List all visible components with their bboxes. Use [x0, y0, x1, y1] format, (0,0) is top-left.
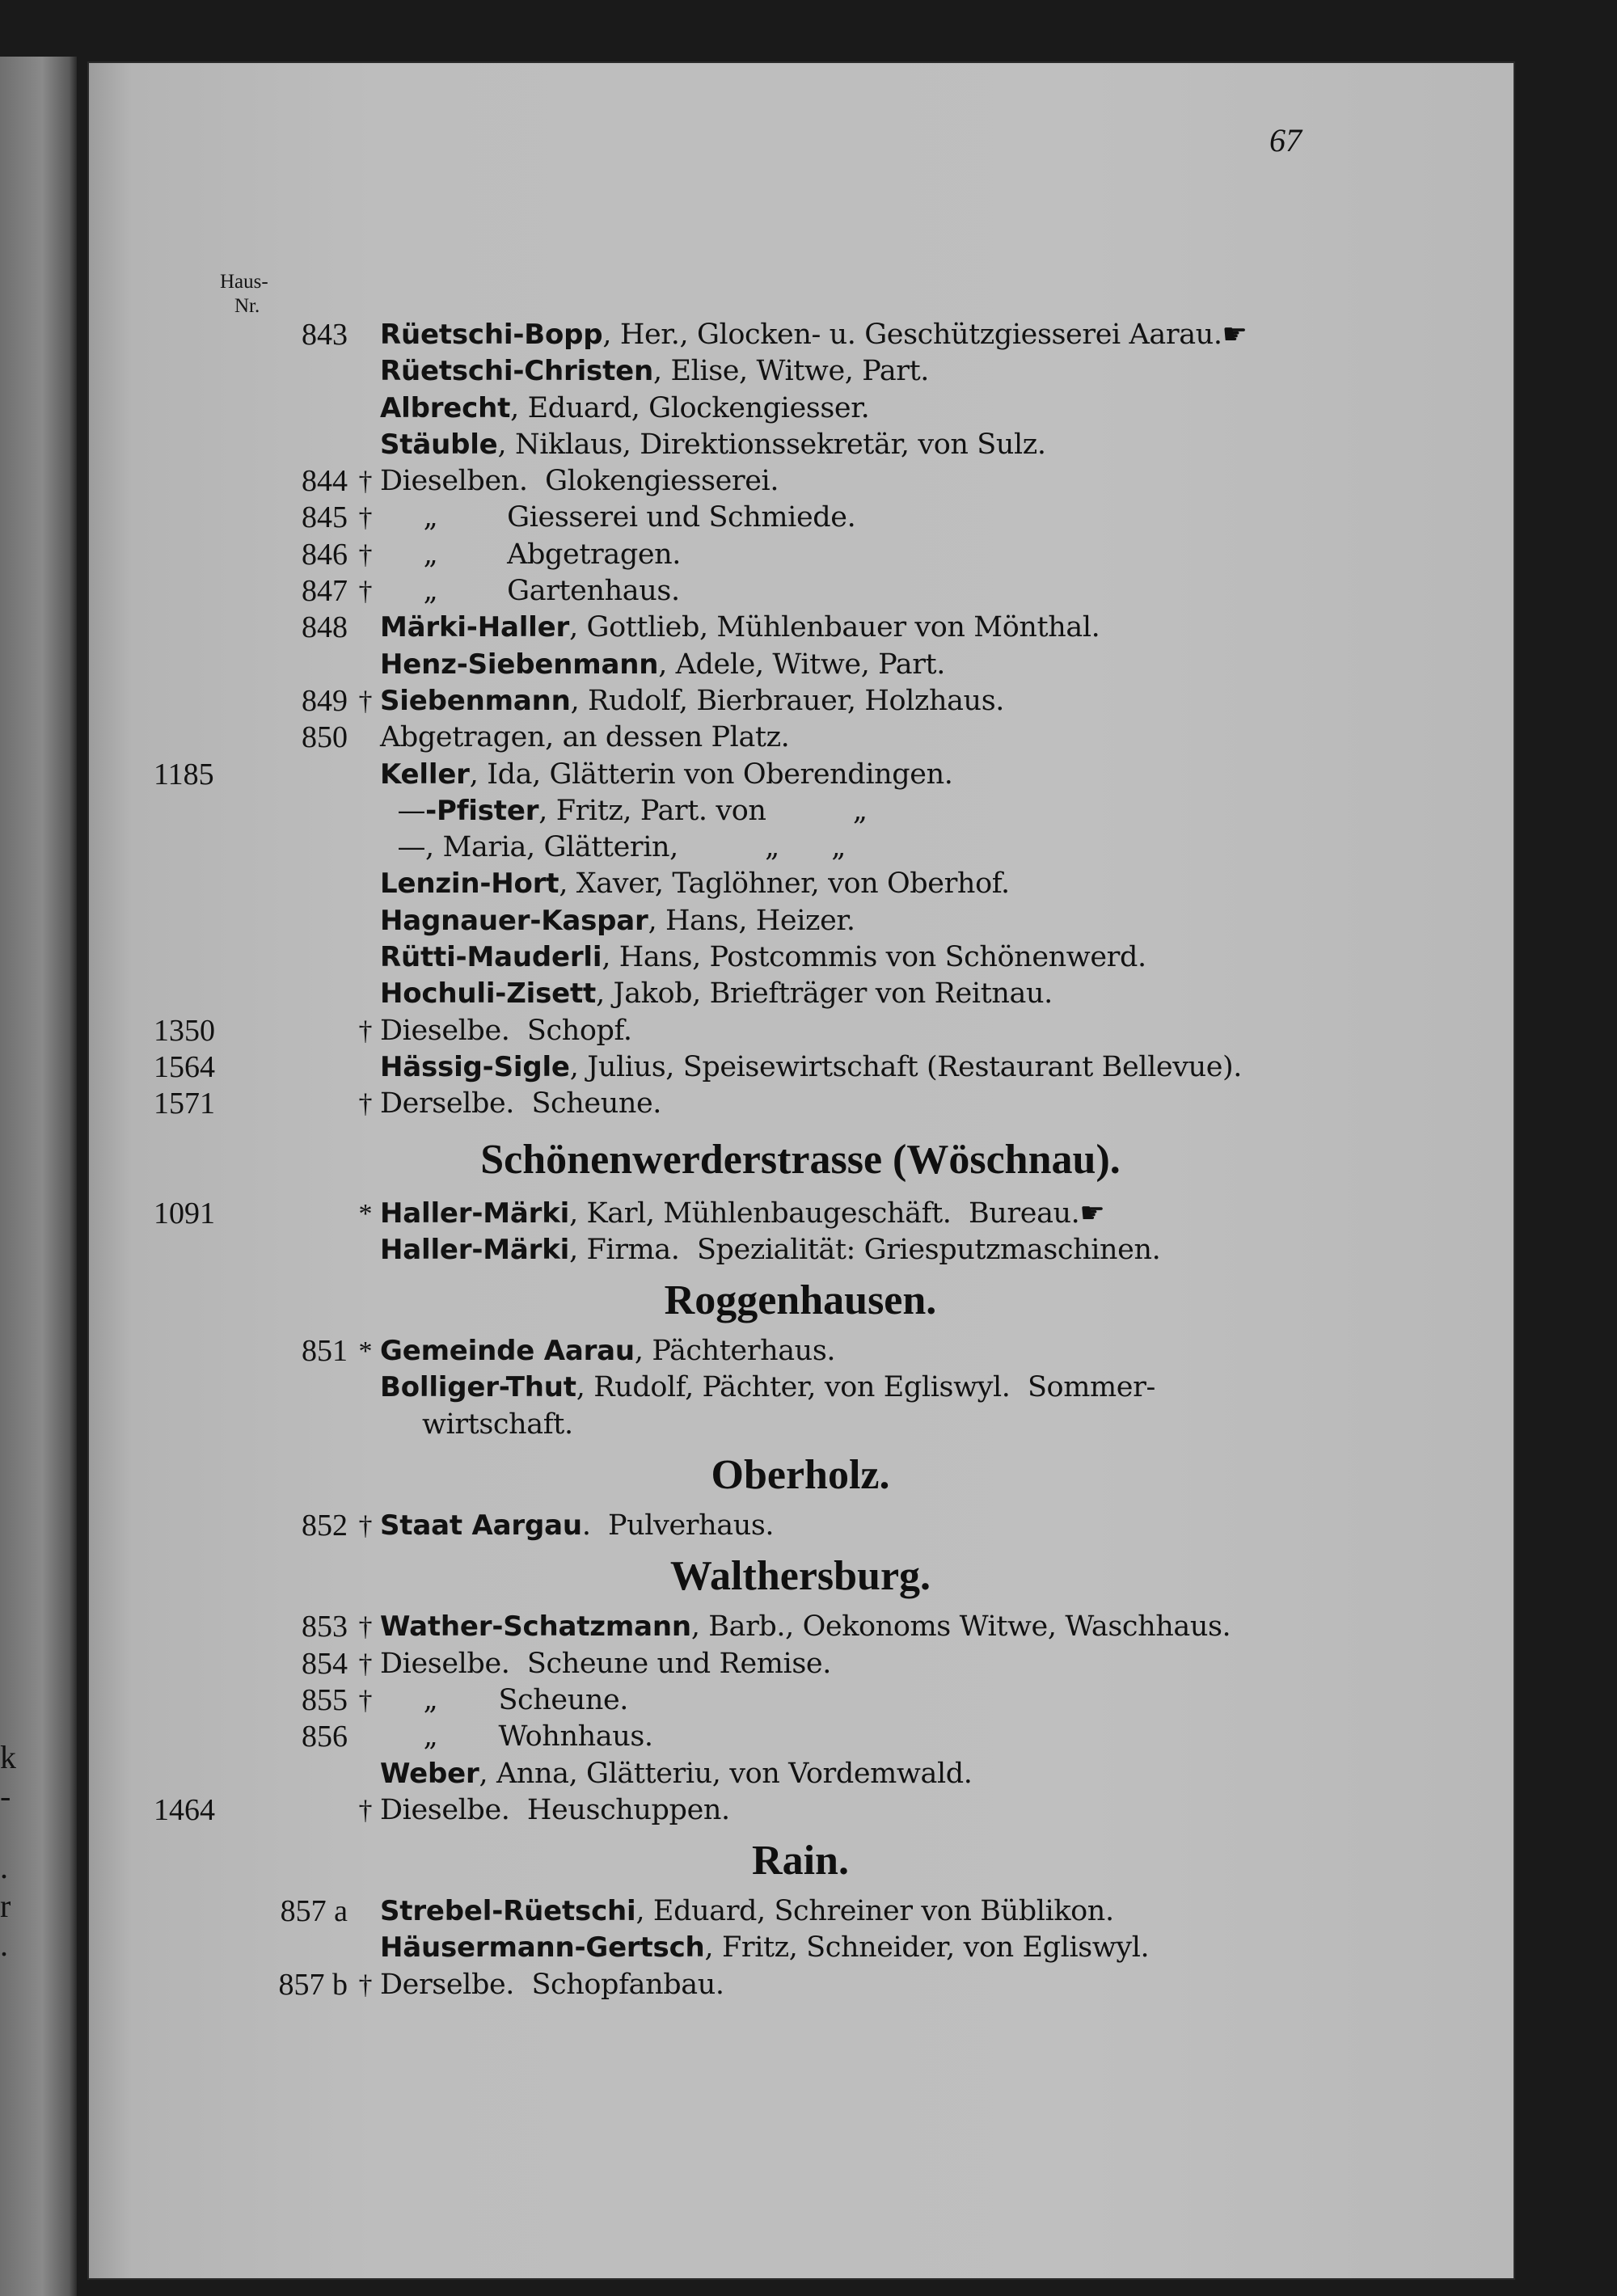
entry-marker: * — [358, 1336, 373, 1367]
house-number: 855 — [302, 1682, 348, 1717]
entry-name: Haller-Märki — [380, 1197, 570, 1230]
entry-text — [380, 829, 846, 866]
entry-details: Dieselbe. Schopf. — [380, 1014, 632, 1047]
house-number: 1350 — [154, 1013, 215, 1048]
entry-text — [380, 1609, 1231, 1645]
directory-entry — [0, 537, 1617, 573]
entry-name: Rüetschi-Bopp — [380, 319, 603, 351]
entry-details: , Pächterhaus. — [634, 1335, 836, 1368]
entry-text — [380, 1792, 730, 1829]
entry-details: wirtschaft. — [422, 1408, 573, 1441]
entry-name: Rüetschi-Christen — [380, 355, 653, 388]
entry-details: , Fritz, Part. von „ — [538, 794, 868, 827]
entry-marker: † — [358, 466, 373, 497]
entry-name: Haller-Märki — [380, 1233, 570, 1266]
section-heading: Oberholz. — [711, 1452, 890, 1499]
entry-text — [380, 647, 945, 683]
directory-entry — [0, 1196, 1617, 1232]
entry-text — [380, 317, 1248, 353]
entry-marker: † — [358, 1969, 373, 2000]
directory-entry — [0, 720, 1617, 756]
entry-name: Märki-Haller — [380, 611, 570, 644]
entry-marker: * — [358, 1198, 373, 1229]
entry-text — [380, 610, 1100, 646]
entry-marker: † — [358, 1685, 373, 1716]
section-heading: Rain. — [752, 1838, 849, 1884]
house-number: 1464 — [154, 1792, 215, 1827]
entry-marker: † — [358, 1089, 373, 1120]
entry-details: „ Wohnhaus. — [380, 1720, 653, 1754]
house-number: 844 — [302, 464, 348, 499]
entry-name: Weber — [380, 1757, 479, 1790]
entry-details: , Jakob, Briefträger von Reitnau. — [596, 977, 1053, 1011]
entry-name: Siebenmann — [380, 684, 571, 717]
entry-details: Dieselbe. Scheune und Remise. — [380, 1647, 831, 1680]
directory-entry — [0, 353, 1617, 390]
entry-marker: † — [358, 1511, 373, 1542]
house-number: 845 — [302, 500, 348, 535]
house-number: 848 — [302, 610, 348, 645]
column-header-line2: Nr. — [234, 295, 260, 317]
house-number: 850 — [302, 720, 348, 755]
house-number: 857 a — [280, 1894, 348, 1929]
entry-text — [380, 1232, 1160, 1268]
directory-entry — [0, 427, 1617, 463]
entry-text — [380, 1967, 724, 2003]
entry-text — [380, 390, 869, 427]
directory-entry — [0, 1407, 1617, 1443]
fragment: . — [0, 1927, 8, 1963]
entry-details: , Eduard, Schreiner von Büblikon. — [635, 1895, 1114, 1928]
entry-details: Abgetragen, an dessen Platz. — [380, 721, 790, 754]
entry-text — [380, 1086, 661, 1122]
entry-text — [380, 1508, 774, 1544]
directory-entry — [0, 1792, 1617, 1829]
directory-entry — [0, 683, 1617, 720]
entry-details: Derselbe. Scheune. — [380, 1087, 662, 1121]
house-number: 851 — [302, 1334, 348, 1369]
entry-name: Stäuble — [380, 428, 498, 461]
directory-entries — [0, 317, 1617, 2003]
entry-text — [380, 463, 779, 500]
entry-marker: † — [358, 686, 373, 716]
entry-marker: † — [358, 1648, 373, 1679]
directory-entry — [0, 1086, 1617, 1122]
column-header-line1: Haus- — [220, 271, 268, 293]
house-number: 1571 — [154, 1087, 215, 1121]
entry-details: Dieselben. Glokengiesserei. — [380, 465, 779, 498]
entry-details: , Her., Glocken- u. Geschützgiesserei Aarau.☛ — [602, 319, 1248, 351]
house-number: 856 — [302, 1720, 348, 1754]
entry-name: Bolliger-Thut — [380, 1371, 576, 1404]
entry-details: — — [380, 794, 426, 827]
entry-marker: † — [358, 1795, 373, 1825]
directory-entry — [0, 1370, 1617, 1406]
directory-entry — [0, 1333, 1617, 1370]
entry-text — [380, 1013, 632, 1049]
directory-entry — [0, 976, 1617, 1012]
entry-marker: † — [358, 576, 373, 607]
entry-details: , Barb., Oekonoms Witwe, Waschhaus. — [690, 1610, 1231, 1644]
directory-entry — [0, 793, 1617, 829]
entry-name: Strebel-Rüetschi — [380, 1895, 636, 1928]
entry-details: „ Giesserei und Schmiede. — [380, 501, 856, 534]
entry-text — [380, 1930, 1149, 1966]
house-number: 1185 — [154, 757, 214, 791]
entry-details: , Fritz, Schneider, von Egliswyl. — [704, 1931, 1150, 1965]
entry-details: , Elise, Witwe, Part. — [653, 355, 930, 388]
house-number: 1091 — [154, 1196, 215, 1230]
entry-name: Rütti-Mauderli — [380, 941, 602, 974]
directory-entry — [0, 500, 1617, 536]
entry-details: , Karl, Mühlenbaugeschäft. Bureau.☛ — [569, 1197, 1105, 1230]
entry-details: „ Abgetragen. — [380, 538, 682, 571]
entry-name: Hässig-Sigle — [380, 1050, 570, 1083]
directory-entry — [0, 1013, 1617, 1049]
entry-details: „ Scheune. — [380, 1683, 628, 1716]
directory-entry — [0, 1893, 1617, 1930]
column-header — [220, 270, 317, 319]
entry-text — [380, 500, 855, 536]
entry-name: Henz-Siebenmann — [380, 648, 659, 681]
directory-entry — [0, 1682, 1617, 1719]
entry-marker: † — [358, 503, 373, 534]
house-number: 854 — [302, 1646, 348, 1681]
directory-entry — [0, 903, 1617, 939]
fragment: k — [0, 1739, 16, 1775]
house-number: 847 — [302, 574, 348, 609]
directory-entry — [0, 1756, 1617, 1792]
entry-details: , Hans, Postcommis von Schönenwerd. — [602, 941, 1146, 974]
entry-text — [380, 976, 1053, 1012]
entry-details: , Rudolf, Pächter, von Egliswyl. Sommer- — [576, 1371, 1155, 1404]
directory-entry — [0, 390, 1617, 427]
house-number: 1564 — [154, 1049, 215, 1084]
entry-details: Derselbe. Schopfanbau. — [380, 1968, 724, 2001]
entry-text — [380, 720, 789, 756]
entry-text — [380, 1682, 628, 1719]
entry-text — [380, 1333, 835, 1370]
directory-entry — [0, 1930, 1617, 1966]
entry-text — [380, 903, 855, 939]
directory-entry — [0, 829, 1617, 866]
entry-text — [380, 1646, 831, 1682]
fragment: - — [0, 1778, 11, 1814]
entry-details: , Adele, Witwe, Part. — [658, 648, 945, 681]
entry-marker: † — [358, 1015, 373, 1046]
entry-text — [380, 1196, 1104, 1232]
entry-details: , Gottlieb, Mühlenbauer von Mönthal. — [569, 611, 1100, 644]
entry-text — [380, 1756, 972, 1792]
entry-name: Lenzin-Hort — [380, 867, 559, 901]
entry-text — [380, 1893, 1114, 1930]
entry-details: —, Maria, Glätterin, „ „ — [380, 831, 846, 864]
entry-text — [380, 793, 868, 829]
house-number: 846 — [302, 537, 348, 572]
entry-name: -Pfister — [425, 794, 539, 827]
directory-entry — [0, 1049, 1617, 1086]
entry-text — [422, 1407, 573, 1443]
directory-entry — [0, 647, 1617, 683]
entry-text — [380, 939, 1146, 976]
entry-details: , Rudolf, Bierbrauer, Holzhaus. — [570, 684, 1004, 717]
entry-marker: † — [358, 539, 373, 570]
directory-entry — [0, 939, 1617, 976]
house-number: 852 — [302, 1509, 348, 1543]
entry-details: „ Gartenhaus. — [380, 575, 680, 608]
directory-entry — [0, 573, 1617, 610]
entry-name: Wather-Schatzmann — [380, 1610, 691, 1644]
entry-text — [380, 1049, 1242, 1086]
entry-text — [380, 427, 1046, 463]
house-number: 853 — [302, 1610, 348, 1644]
directory-entry — [0, 463, 1617, 500]
entry-text — [380, 757, 952, 793]
entry-details: , Hans, Heizer. — [648, 904, 855, 937]
entry-name: Hochuli-Zisett — [380, 977, 597, 1011]
entry-details: , Anna, Glätteriu, von Vordemwald. — [479, 1757, 973, 1790]
directory-entry — [0, 757, 1617, 793]
entry-name: Häusermann-Gertsch — [380, 1931, 705, 1965]
directory-entry — [0, 610, 1617, 646]
entry-details: , Eduard, Glockengiesser. — [510, 391, 870, 424]
house-number: 843 — [302, 318, 348, 352]
entry-marker: † — [358, 1612, 373, 1643]
entry-details: , Julius, Speisewirtschaft (Restaurant Bellevue). — [569, 1050, 1242, 1083]
page-number: 67 — [1269, 122, 1302, 158]
entry-text — [380, 353, 929, 390]
entry-name: Albrecht — [380, 391, 511, 424]
entry-name: Keller — [380, 758, 470, 791]
entry-name: Gemeinde Aarau — [380, 1335, 635, 1368]
entry-details: , Xaver, Taglöhner, von Oberhof. — [559, 867, 1010, 901]
section-heading: Schönenwerderstrasse (Wöschnau). — [480, 1136, 1121, 1183]
entry-name: Staat Aargau — [380, 1509, 582, 1543]
entry-text — [380, 866, 1010, 902]
entry-text — [380, 537, 681, 573]
house-number: 849 — [302, 683, 348, 718]
fragment: r — [0, 1888, 11, 1924]
entry-details: . Pulverhaus. — [581, 1509, 775, 1543]
fragment: . — [0, 1849, 8, 1885]
entry-text — [380, 683, 1004, 720]
directory-entry — [0, 1232, 1617, 1268]
directory-entry — [0, 1967, 1617, 2003]
directory-entry — [0, 317, 1617, 353]
entry-text — [380, 1370, 1155, 1406]
directory-entry — [0, 1508, 1617, 1544]
house-number: 857 b — [278, 1967, 348, 2002]
directory-entry — [0, 1646, 1617, 1682]
entry-details: , Firma. Spezialität: Griesputzmaschinen. — [569, 1233, 1161, 1266]
entry-details: , Ida, Glätterin von Oberendingen. — [469, 758, 953, 791]
directory-entry — [0, 1609, 1617, 1645]
entry-text — [380, 1719, 653, 1755]
entry-text — [380, 573, 680, 610]
entry-details: Dieselbe. Heuschuppen. — [380, 1793, 730, 1826]
section-heading: Roggenhausen. — [664, 1277, 937, 1324]
directory-entry — [0, 866, 1617, 902]
entry-name: Hagnauer-Kaspar — [380, 904, 648, 937]
section-heading: Walthersburg. — [669, 1553, 931, 1600]
directory-entry — [0, 1719, 1617, 1755]
entry-details: , Niklaus, Direktionssekretär, von Sulz. — [497, 428, 1046, 461]
